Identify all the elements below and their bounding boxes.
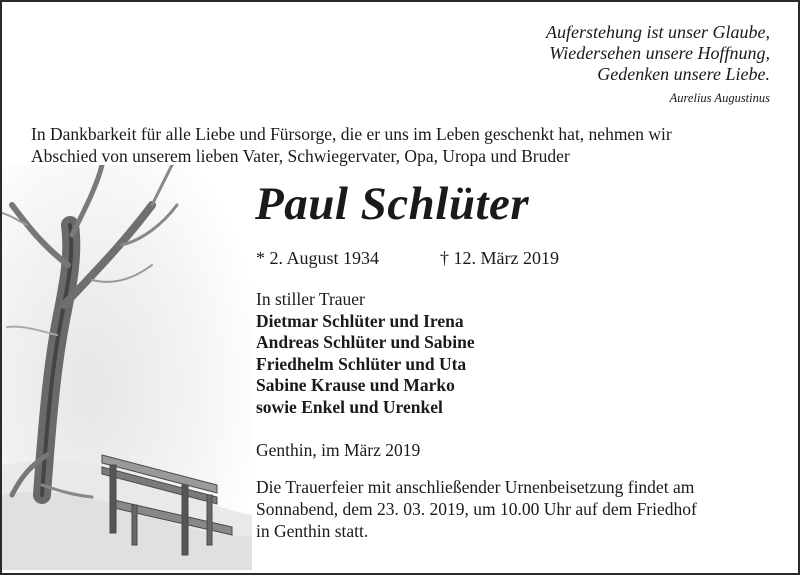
mourners-heading: In stiller Trauer [256, 289, 365, 309]
intro-line: Abschied von unserem lieben Vater, Schwiegervater, Opa, Uropa und Bruder [31, 146, 570, 166]
service-details [256, 476, 776, 542]
birth-date: * 2. August 1934 [256, 248, 380, 268]
service-line: Sonnabend, dem 23. 03. 2019, um 10.00 Uhr auf dem Friedhof [256, 499, 697, 519]
motto-line: Wiedersehen unsere Hoffnung, [549, 43, 770, 63]
mourner-name: sowie Enkel und Urenkel [256, 396, 443, 417]
motto-author: Aurelius Augustinus [669, 91, 770, 105]
mourner-name: Friedhelm Schlüter und Uta [256, 353, 467, 374]
mourner-name: Sabine Krause und Marko [256, 375, 455, 395]
motto-quote [546, 22, 770, 85]
service-line: Die Trauerfeier mit anschließender Urnenbeisetzung findet am [256, 477, 695, 497]
tree-and-bench-illustration [2, 165, 252, 570]
service-line: in Genthin statt. [256, 521, 369, 541]
death-date: † 12. März 2019 [440, 248, 559, 268]
intro-line: In Dankbarkeit für alle Liebe und Fürsorge, die er uns im Leben geschenkt hat, nehmen wir [31, 124, 672, 144]
motto-line: Auferstehung ist unser Glaube, [546, 22, 770, 42]
deceased-name: Paul Schlüter [255, 178, 530, 230]
intro-text [31, 123, 776, 167]
mourner-name: Andreas Schlüter und Sabine [256, 332, 475, 352]
mourners-list [256, 289, 475, 418]
mourner-name: Dietmar Schlüter und Irena [256, 310, 464, 331]
place-and-date: Genthin, im März 2019 [256, 440, 421, 460]
motto-line: Gedenken unsere Liebe. [597, 64, 770, 84]
